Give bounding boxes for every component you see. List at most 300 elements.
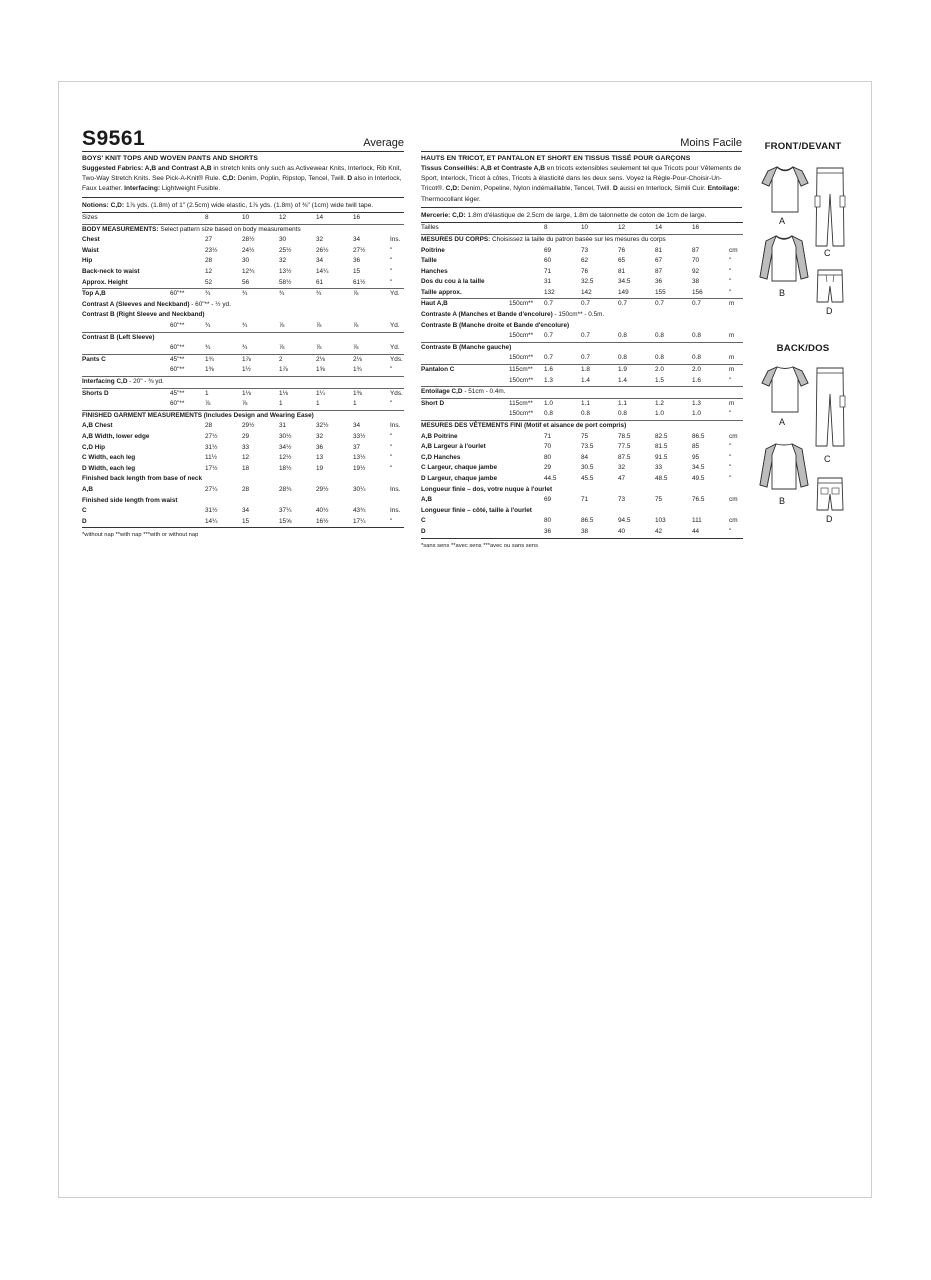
size-value: 1.1 (618, 398, 655, 409)
size-value: 81.5 (655, 443, 668, 451)
size-value: 16½ (316, 517, 353, 528)
row-label (82, 399, 170, 410)
size-value: ¾ (205, 344, 211, 352)
section-heading-bold: Contrast A (Sleeves and Neckband) (82, 300, 190, 308)
table-row (82, 256, 404, 267)
unit: Yd. (390, 322, 400, 330)
fabric-run-bold: Tissus Conseillés: A,B et Contraste A,B (421, 165, 545, 172)
size-value: 87 (692, 246, 700, 254)
section-heading (421, 421, 743, 432)
section-heading-text: Select pattern size based on body measurements (158, 225, 301, 233)
size-value: 30½ (279, 432, 292, 440)
size-value: 0.7 (581, 299, 618, 310)
table-row (421, 527, 743, 538)
size-value: 1.6 (544, 365, 581, 376)
table-row (82, 278, 404, 289)
size-value: ¾ (205, 322, 211, 330)
size-value: 32 (316, 236, 324, 244)
section-heading (421, 387, 743, 399)
unit: " (729, 453, 732, 461)
size-value: 38 (692, 278, 700, 286)
fabric-width: 60"** (170, 289, 205, 300)
size-header: 14 (655, 223, 692, 235)
section-heading (421, 506, 743, 517)
size-value: 2.0 (655, 365, 692, 376)
fabric-run-text: Denim, Poplin, Ripstop, Tencel, Twill. (235, 175, 348, 183)
size-value: 43¾ (353, 507, 366, 515)
size-value: 69 (544, 496, 552, 504)
unit: " (390, 268, 393, 276)
size-value: 0.8 (618, 354, 627, 362)
table-row (421, 234, 743, 245)
table-row (421, 256, 743, 267)
table-row (421, 376, 743, 387)
row-label (82, 365, 170, 376)
table-row (421, 398, 743, 409)
size-value: 1.0 (692, 410, 701, 418)
size-value: 156 (692, 288, 703, 296)
size-value: 1⅛ (242, 388, 279, 399)
table-row (82, 399, 404, 410)
row-label (421, 409, 509, 420)
row-label: Taille approx. (421, 288, 462, 296)
size-value: 44 (692, 527, 729, 538)
fabric-width (170, 453, 205, 464)
table-row (421, 310, 743, 321)
footnote: *without nap **with nap ***with or without nap (82, 532, 199, 539)
table-row (421, 387, 743, 399)
size-value: 29½ (316, 485, 329, 493)
section-heading-text: Choisissez la taille du patron basée sur les mesures du corps (490, 235, 666, 243)
unit: " (390, 366, 393, 374)
section-heading-bold: Entoilage C,D (421, 388, 463, 396)
row-label: C Largeur, chaque jambe (421, 464, 498, 472)
size-value: 30 (242, 257, 250, 265)
table-row (82, 496, 404, 507)
size-value: 1½ (242, 366, 251, 374)
size-value: 0.7 (692, 299, 729, 310)
size-value: 17½ (205, 464, 218, 472)
row-label: Dos du cou à la taille (421, 278, 485, 286)
size-value: 37¼ (279, 507, 292, 515)
size-value: 1¾ (353, 366, 362, 374)
size-value: 28 (242, 485, 250, 493)
back-view-d-shorts (816, 476, 844, 512)
front-title: FRONT/DEVANT (764, 141, 842, 152)
unit: " (390, 464, 393, 472)
size-value: 87.5 (618, 453, 631, 461)
section-heading (82, 332, 404, 343)
size-value: 85 (692, 443, 700, 451)
table-row (82, 453, 404, 464)
table-row (421, 463, 743, 474)
english-column (82, 128, 404, 539)
fabric-width (170, 464, 205, 475)
size-value: 67 (655, 257, 663, 265)
size-value: ¾ (205, 289, 242, 300)
section-heading-bold: Contraste A (Manches et Bande d'encolure) (421, 311, 553, 319)
table-row (82, 377, 404, 389)
fabric-width: 45"** (170, 388, 205, 399)
row-label: Pants C (82, 354, 170, 365)
spacer (509, 223, 544, 235)
table-row (421, 442, 743, 453)
unit: " (390, 400, 393, 408)
sizes-label: Tailles (421, 223, 509, 235)
section-heading-bold: Longueur finie – dos, votre nuque à l'ourlet (421, 485, 553, 493)
unit: " (390, 257, 393, 265)
size-value: 132 (544, 288, 555, 296)
size-value: 73 (581, 246, 589, 254)
size-header: 16 (692, 223, 729, 235)
fabric-width: 115cm** (509, 398, 544, 409)
size-value: 0.7 (544, 332, 553, 340)
size-header: 8 (205, 213, 242, 225)
size-value: 81 (655, 246, 663, 254)
size-value: 29 (544, 464, 552, 472)
row-label (421, 376, 509, 387)
unit: cm (729, 496, 738, 504)
size-value: 70 (692, 257, 700, 265)
fabric-width: 150cm** (509, 354, 534, 362)
size-value: 23½ (205, 246, 218, 254)
fabric-width: 115cm** (509, 365, 544, 376)
size-value: 14¼ (205, 517, 242, 528)
size-value: ¾ (242, 344, 248, 352)
fabric-width: 150cm** (509, 299, 544, 310)
unit: Yd. (390, 344, 400, 352)
size-value: 87 (655, 267, 663, 275)
fabric-run-text: aussi en Interlock, Simili Cuir. (617, 185, 708, 193)
size-value: 30 (279, 236, 287, 244)
size-value: 76.5 (692, 496, 705, 504)
size-value: 70 (544, 443, 552, 451)
size-value: 34 (353, 422, 361, 430)
size-value: 52 (205, 278, 213, 286)
size-value: 84 (581, 453, 589, 461)
unit: " (729, 288, 732, 296)
unit: " (390, 432, 393, 440)
size-value: 155 (655, 288, 666, 296)
size-value: ¾ (242, 322, 248, 330)
size-value: 12 (242, 454, 250, 462)
unit: " (390, 246, 393, 254)
size-value: 36 (316, 443, 324, 451)
fabric-width (509, 432, 544, 443)
fabric-width (170, 432, 205, 443)
size-value: 0.7 (655, 299, 692, 310)
fabric-width (170, 278, 205, 289)
fabric-width (509, 495, 544, 506)
unit: " (729, 443, 732, 451)
fabric-width: 60"** (170, 400, 185, 408)
size-value: 49.5 (692, 474, 705, 482)
size-value: 103 (655, 517, 666, 525)
fabric-width (170, 421, 205, 432)
section-heading (82, 300, 404, 311)
size-value: 48.5 (655, 474, 668, 482)
size-value: 1.4 (581, 376, 590, 384)
fabric-width: 150cm** (509, 332, 534, 340)
size-value: 56 (242, 278, 250, 286)
unit: cm (729, 246, 738, 254)
size-value: 1⅝ (316, 366, 325, 374)
row-label: D (421, 527, 509, 538)
notions-text: 1.8m d'élastique de 2.5cm de large, 1.8m de talonnette de coton de 1cm de large. (465, 211, 707, 219)
fabric-run-text: Denim, Popeline, Nylon indémaillable, Tencel, Twill. (459, 185, 614, 193)
size-value: 1.4 (618, 376, 627, 384)
size-value: 34.5 (692, 464, 705, 472)
size-value: 0.8 (692, 354, 701, 362)
view-label-b-back: B (779, 496, 786, 506)
table-row (421, 516, 743, 527)
unit: m (729, 354, 735, 362)
fabric-width (170, 267, 205, 278)
row-label: Back-neck to waist (82, 268, 140, 276)
row-label: C (82, 507, 87, 515)
size-value: ⅞ (279, 344, 285, 352)
notions (421, 211, 742, 222)
row-label: Short D (421, 398, 509, 409)
row-label: A,B Poitrine (421, 432, 458, 440)
section-heading (82, 496, 404, 507)
size-value: 18½ (279, 464, 292, 472)
size-value: 1¾ (205, 354, 242, 365)
size-value: ⅞ (316, 322, 322, 330)
size-value: ⅞ (353, 344, 359, 352)
size-value: 1¼ (316, 388, 353, 399)
size-value: ¾ (316, 289, 353, 300)
row-label: A,B Chest (82, 422, 113, 430)
pattern-title: BOYS' KNIT TOPS AND WOVEN PANTS AND SHORTS (82, 151, 404, 163)
size-value: 0.7 (581, 354, 590, 362)
table-row (82, 332, 404, 343)
size-value: 111 (692, 517, 702, 525)
size-value: 31 (279, 422, 287, 430)
size-value: 36 (655, 278, 663, 286)
size-value: 75 (581, 432, 589, 440)
size-value: 80 (544, 453, 552, 461)
table-row (421, 409, 743, 420)
size-value: 0.8 (692, 332, 701, 340)
size-value: 1.6 (692, 376, 701, 384)
divider (82, 197, 404, 198)
size-value: 45.5 (581, 474, 594, 482)
size-value: 0.7 (618, 299, 655, 310)
unit: Ins. (390, 485, 401, 493)
row-label: Pantalon C (421, 365, 509, 376)
size-value: 81 (618, 267, 626, 275)
fabric-run-text: Lightweight Fusible. (160, 185, 221, 193)
fabric-run-bold: D (613, 185, 618, 193)
table-row (421, 288, 743, 299)
table-row (82, 410, 404, 421)
section-heading-bold: MESURES DES VÊTEMENTS FINI (Motif et aisance de port compris) (421, 422, 627, 429)
notions (82, 201, 404, 212)
section-heading-bold: FINISHED GARMENT MEASUREMENTS (Includes Design and Wearing Ease) (82, 411, 314, 419)
fabric-width (509, 267, 544, 278)
size-value: 29½ (242, 422, 255, 430)
size-value: 58½ (279, 278, 292, 286)
section-heading (82, 377, 404, 389)
row-label: Poitrine (421, 246, 445, 254)
row-label (82, 343, 170, 354)
fabric-width (509, 277, 544, 288)
table-row (82, 289, 404, 300)
table-row (82, 365, 404, 376)
table-row (421, 495, 743, 506)
size-header: 10 (581, 223, 618, 235)
fabric-run-bold: Interfacing: (124, 185, 161, 193)
section-heading-bold: Contraste B (Manche droite et Bande d'encolure) (421, 321, 570, 329)
table-row (82, 310, 404, 321)
table-row (421, 474, 743, 485)
size-value: 15⅝ (279, 517, 316, 528)
size-value: 2⅛ (353, 354, 390, 365)
row-label: Waist (82, 246, 99, 254)
row-label: Top A,B (82, 289, 170, 300)
unit: " (390, 517, 404, 528)
size-value: 82.5 (655, 432, 668, 440)
size-value: 34.5 (618, 278, 631, 286)
size-value: 69 (544, 246, 552, 254)
size-value: 71 (544, 432, 552, 440)
fabric-width (509, 288, 544, 299)
size-value: 61 (316, 278, 324, 286)
size-value: 1.8 (581, 365, 618, 376)
size-value: 71 (581, 496, 589, 504)
row-label: Approx. Height (82, 278, 128, 286)
row-label (82, 321, 170, 332)
section-heading (421, 342, 743, 353)
fabric-run-bold: Suggested Fabrics: A,B and Contrast A,B (82, 165, 212, 172)
table-row (421, 432, 743, 443)
size-value: 19½ (353, 464, 366, 472)
size-value: ⅞ (316, 344, 322, 352)
view-label-a: A (779, 216, 786, 226)
size-value: 0.8 (618, 332, 627, 340)
fabric-run-text: Thermocollant léger. (421, 195, 481, 203)
view-label-a-back: A (779, 417, 786, 427)
size-value: 32 (316, 432, 324, 440)
size-header: 12 (279, 213, 316, 225)
table-row (421, 331, 743, 342)
unit: Ins. (390, 507, 401, 515)
table-row (421, 485, 743, 496)
table-row (82, 432, 404, 443)
size-value: 15 (353, 268, 361, 276)
size-value: 65 (618, 257, 626, 265)
row-label: C Width, each leg (82, 454, 136, 462)
back-view-a-tee (760, 364, 810, 416)
size-value: 1.1 (581, 398, 618, 409)
yardage-table (421, 222, 743, 538)
size-value: 13½ (353, 454, 366, 462)
unit: " (729, 464, 732, 472)
view-label-c-back: C (824, 454, 831, 464)
size-value: 34 (353, 236, 361, 244)
yardage-table (82, 212, 404, 528)
section-heading-text: - 20" - ⅜ yd. (127, 378, 164, 386)
table-row (82, 506, 404, 517)
row-label: Chest (82, 236, 100, 244)
size-value: 94.5 (618, 517, 631, 525)
table-row (82, 443, 404, 454)
fabric-width: 150cm** (509, 376, 534, 384)
back-view-b-raglan (758, 441, 810, 493)
section-heading-bold: MESURES DU CORPS: (421, 235, 491, 243)
table-row (82, 321, 404, 332)
table-row (82, 474, 404, 485)
divider (421, 207, 742, 208)
fabric-width (509, 256, 544, 267)
unit: cm (729, 432, 738, 440)
fabric-run-text: in stretch knits only such as Activewear Knits, Interlock, Rib Knit, Two-Way Stretch Knits. See Pick-A-Knit® Rule. (82, 165, 402, 183)
back-title: BACK/DOS (776, 343, 830, 354)
fabric-run-bold: D (347, 175, 353, 183)
size-value: 28 (205, 422, 213, 430)
front-view-d-shorts (816, 268, 844, 304)
size-value: 24½ (242, 246, 255, 254)
section-heading (421, 234, 743, 245)
unit: Yd. (390, 289, 404, 300)
size-value: 1⅜ (205, 366, 214, 374)
size-value: 1.0 (544, 398, 581, 409)
unit: " (390, 454, 393, 462)
row-label (421, 353, 509, 364)
size-value: ⅞ (242, 400, 248, 408)
size-value: 0.7 (544, 299, 581, 310)
section-heading (82, 474, 404, 485)
fabric-width (509, 246, 544, 257)
size-value: 62 (581, 257, 589, 265)
fabric-run-bold: C,D: (222, 175, 236, 183)
size-header: 8 (544, 223, 581, 235)
size-value: 142 (581, 288, 592, 296)
size-value: 0.8 (618, 410, 627, 418)
views-panel (758, 138, 866, 558)
size-value: 40½ (316, 507, 329, 515)
notions-label: Notions: C,D: (82, 201, 125, 209)
size-value: 37 (353, 443, 361, 451)
size-value: 33½ (353, 432, 366, 440)
unit: " (390, 443, 393, 451)
row-label: C,D Hip (82, 443, 106, 451)
unit: Yds. (390, 354, 404, 365)
section-heading (82, 410, 404, 421)
size-value: 1 (205, 388, 242, 399)
size-value: ⅞ (205, 400, 211, 408)
table-row (82, 246, 404, 257)
notions-label: Mercerie: C,D: (421, 211, 466, 219)
fabric-width (509, 527, 544, 538)
size-value: 1.0 (655, 410, 664, 418)
table-row (421, 246, 743, 257)
row-label: A,B (82, 485, 94, 493)
size-value: 34 (242, 507, 250, 515)
fabric-width (509, 442, 544, 453)
fabric-width (509, 453, 544, 464)
unit: m (729, 398, 743, 409)
fabric-width (170, 485, 205, 496)
table-row (421, 299, 743, 310)
section-heading-bold: BODY MEASUREMENTS: (82, 225, 159, 233)
row-label: Hip (82, 257, 93, 265)
size-value: 27 (205, 236, 213, 244)
section-heading-bold: Contrast B (Right Sleeve and Neckband) (82, 311, 205, 319)
size-value: 13½ (279, 268, 292, 276)
size-value: 1 (316, 400, 320, 408)
